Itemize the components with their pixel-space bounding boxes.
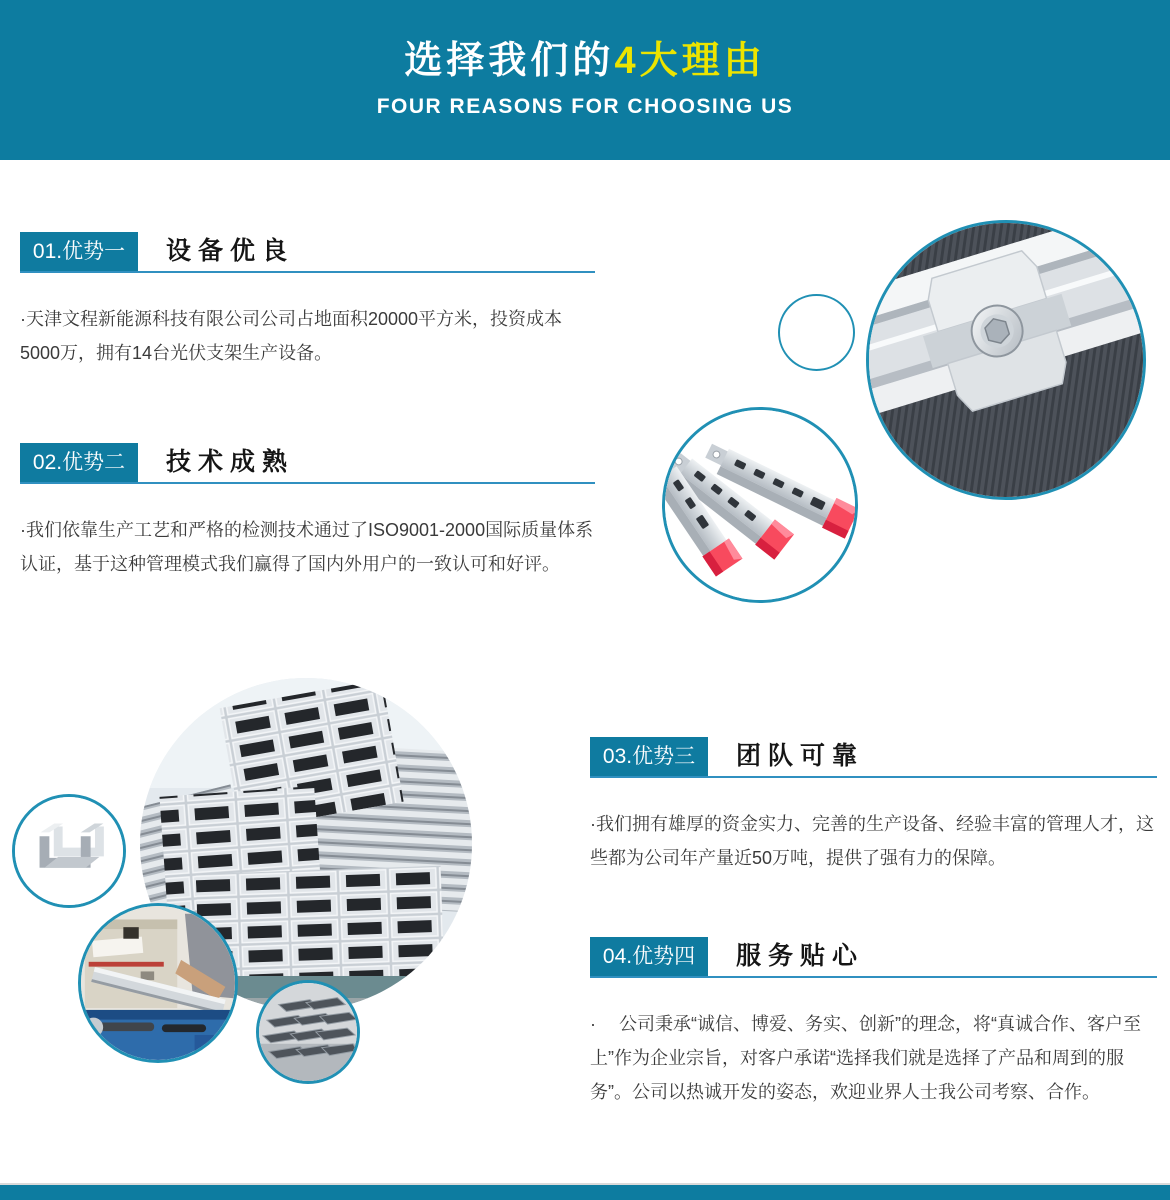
solar-mid-clamp-photo — [866, 220, 1146, 500]
advantage-2-body: ·我们依靠生产工艺和严格的检测技术通过了ISO9001-2000国际质量体系认证，基于这种管理模式我们赢得了国内外用户的一致认可和好评。 — [20, 520, 594, 574]
advantage-3-heading: 团队可靠 — [736, 742, 865, 770]
banner-title-highlight: 4大理由 — [614, 40, 766, 83]
advantage-4-heading: 服务贴心 — [736, 942, 865, 970]
advantage-section-2 — [20, 443, 595, 581]
advantage-2-header — [20, 443, 595, 484]
advantage-section-3 — [590, 737, 1157, 875]
advantage-3-badge: 03.优势三 — [590, 737, 708, 776]
advantage-4-body: · 公司秉承“诚信、博爱、务实、创新”的理念，将“真诚合作、客户至上”作为企业宗旨，对客户承诺“选择我们就是选择了产品和周到的服务”。公司以热诚开发的姿态，欢迎业界人士我公司考察、合作。 — [590, 1014, 1141, 1102]
steel-bundles-illustration — [259, 983, 357, 1081]
u-channel-photo — [12, 794, 126, 908]
banner-title — [404, 41, 765, 83]
advantage-1-header — [20, 232, 595, 273]
steel-bundles-photo — [256, 980, 360, 1084]
production-machine-photo — [78, 903, 238, 1063]
page-banner — [0, 0, 1170, 160]
advantage-4-header — [590, 937, 1157, 978]
advantage-section-4 — [590, 937, 1157, 1109]
banner-subtitle: FOUR REASONS FOR CHOOSING US — [376, 94, 794, 118]
advantage-1-badge: 01.优势一 — [20, 232, 138, 271]
slotted-rails-illustration — [665, 410, 855, 600]
advantage-3-header — [590, 737, 1157, 778]
advantage-2-badge: 02.优势二 — [20, 443, 138, 482]
footer-bar — [0, 1185, 1170, 1200]
u-channel-illustration — [15, 797, 123, 905]
advantage-4-badge: 04.优势四 — [590, 937, 708, 976]
decorative-outline-circle — [778, 294, 855, 371]
advantage-section-1 — [20, 232, 595, 370]
production-machine-illustration — [81, 906, 235, 1060]
advantage-2-heading: 技术成熟 — [166, 448, 295, 476]
advantage-3-body: ·我们拥有雄厚的资金实力、完善的生产设备、经验丰富的管理人才，这些都为公司年产量近50万吨，提供了强有力的保障。 — [590, 814, 1154, 868]
advantage-1-body: ·天津文程新能源科技有限公司公司占地面积20000平方米，投资成本5000万，拥有14台光伏支架生产设备。 — [20, 309, 563, 363]
advantage-1-heading: 设备优良 — [166, 237, 295, 265]
solar-mid-clamp-illustration — [869, 223, 1143, 497]
slotted-rails-red-caps-photo — [662, 407, 858, 603]
banner-title-text: 选择我们的 — [404, 40, 615, 83]
